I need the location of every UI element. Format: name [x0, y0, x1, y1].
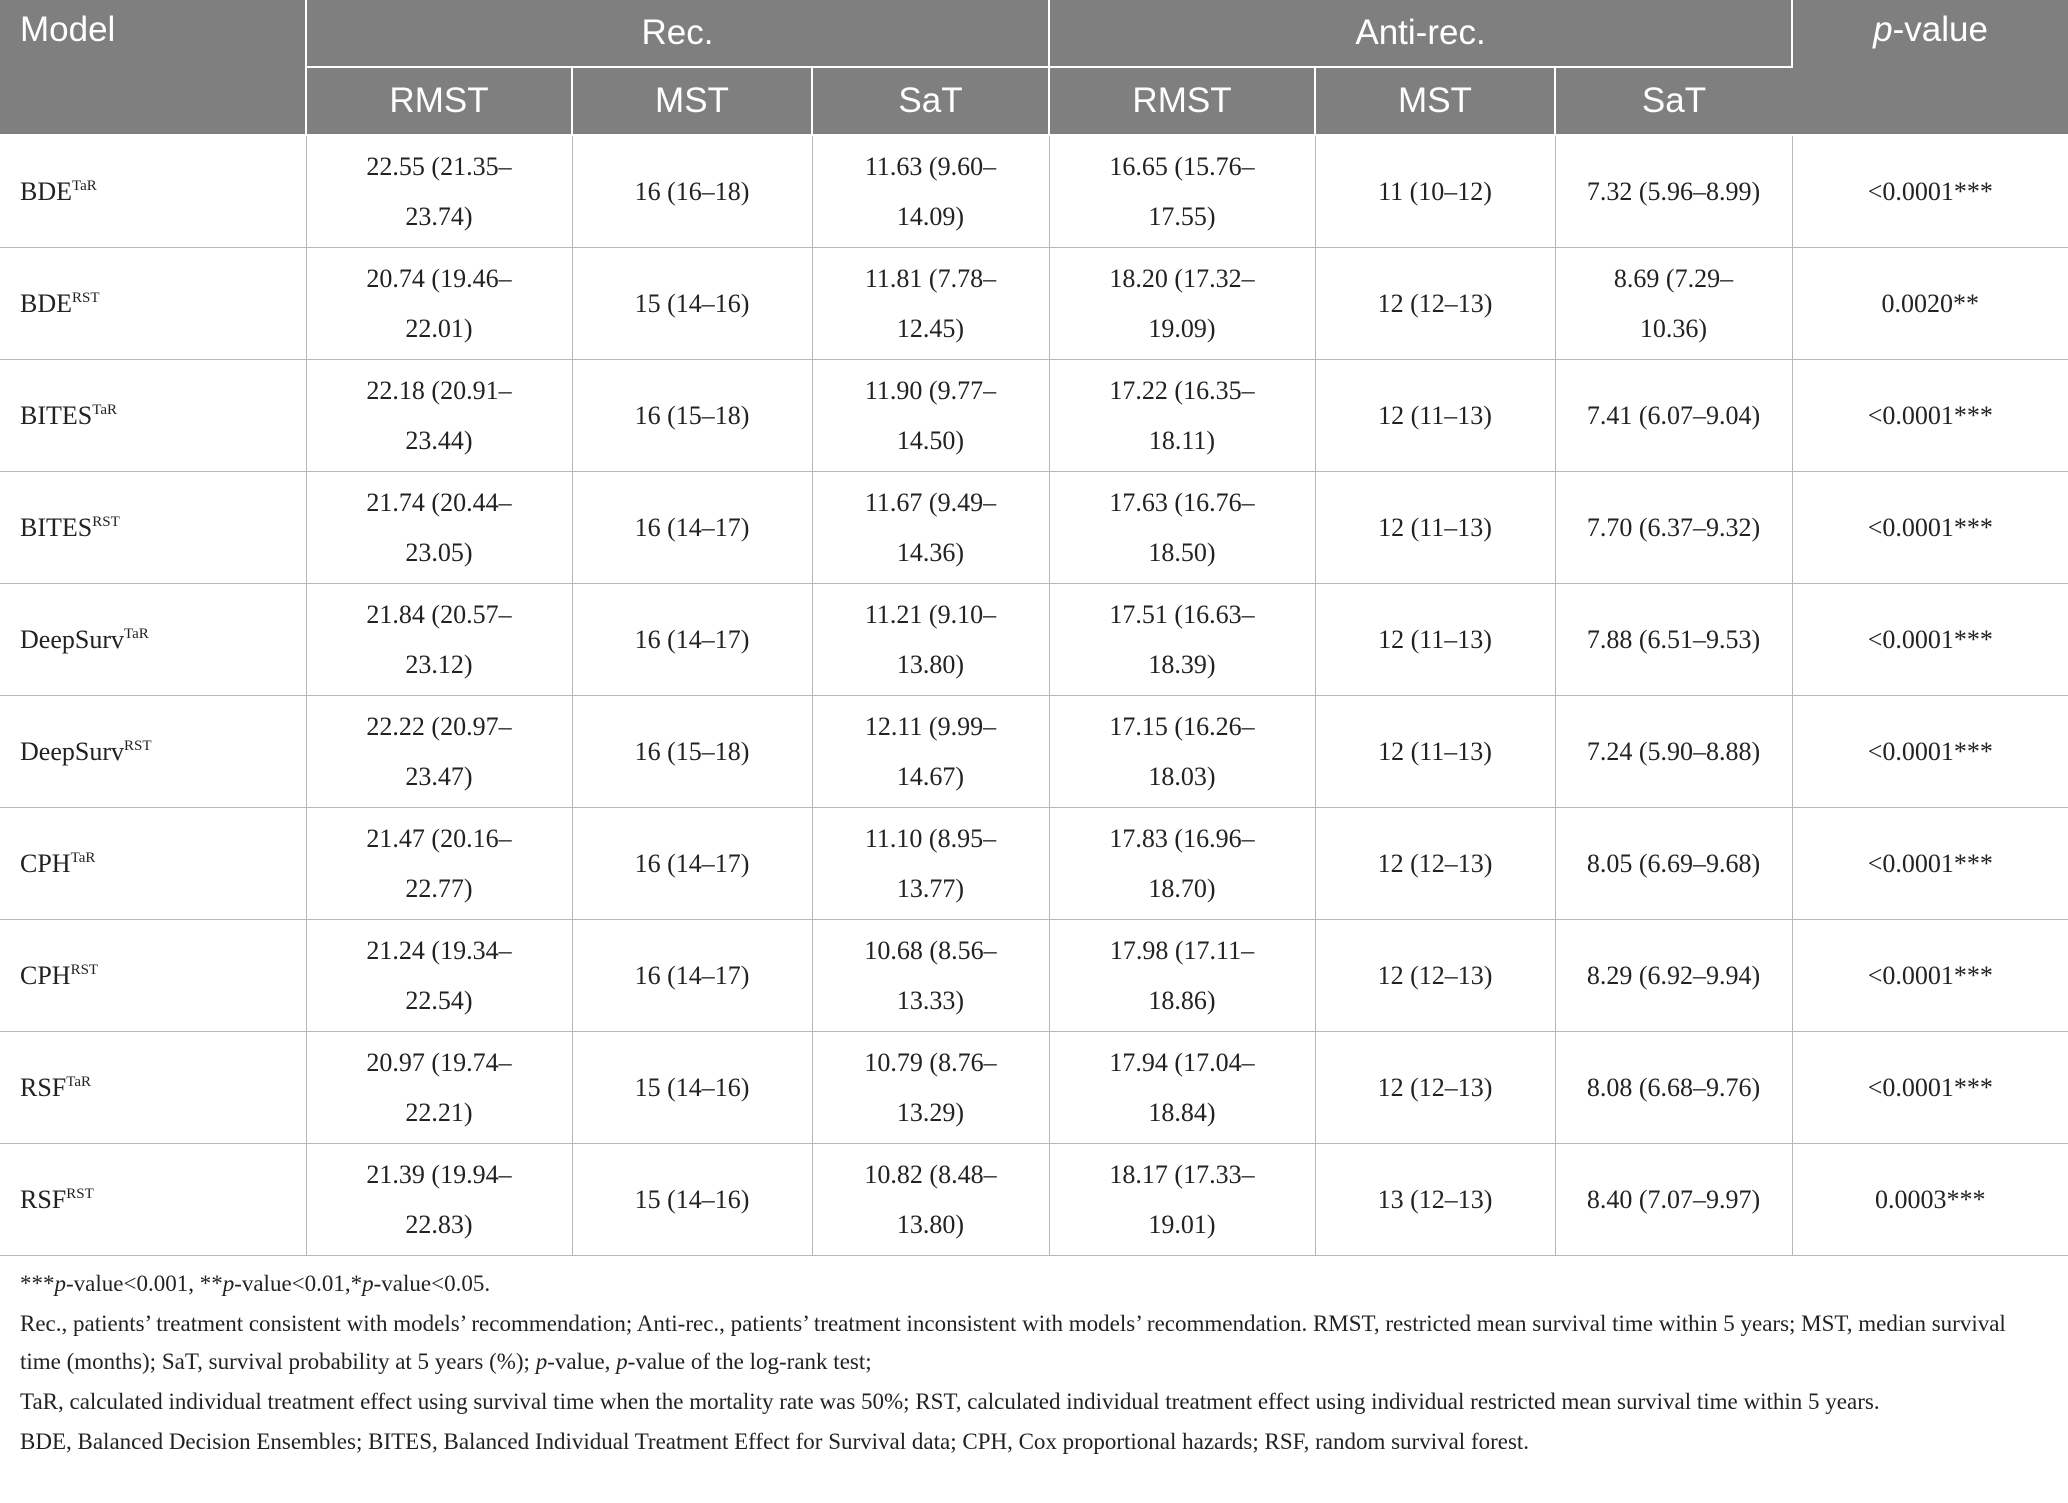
anti-rmst-cell: 17.22 (16.35– 18.11)	[1049, 360, 1315, 472]
header-anti-rmst: RMST	[1049, 67, 1315, 135]
anti-rmst-cell: 17.98 (17.11– 18.86)	[1049, 920, 1315, 1032]
anti-rmst-cell: 17.63 (16.76– 18.50)	[1049, 472, 1315, 584]
rec-mst-cell: 16 (14–17)	[572, 584, 812, 696]
model-cell: $BDE^{TaR}$	[0, 135, 306, 248]
footnote-significance: ***p-value<0.001, **p-value<0.01,*p-value<0.05.	[20, 1271, 491, 1296]
anti-sat-cell: 7.70 (6.37–9.32)	[1555, 472, 1792, 584]
pvalue-cell: 0.0003***	[1792, 1144, 2068, 1256]
anti-sat-cell: 8.05 (6.69–9.68)	[1555, 808, 1792, 920]
pvalue-cell: 0.0020**	[1792, 248, 2068, 360]
table-body	[0, 135, 2068, 1256]
rec-mst-cell: 15 (14–16)	[572, 1144, 812, 1256]
anti-mst-cell: 13 (12–13)	[1315, 1144, 1555, 1256]
pvalue-cell: <0.0001***	[1792, 472, 2068, 584]
rec-mst-cell: 16 (14–17)	[572, 920, 812, 1032]
anti-mst-cell: 11 (10–12)	[1315, 135, 1555, 248]
table-row	[0, 135, 2068, 248]
anti-mst-cell: 12 (12–13)	[1315, 920, 1555, 1032]
anti-sat-cell: 7.41 (6.07–9.04)	[1555, 360, 1792, 472]
header-rec-rmst: RMST	[306, 67, 572, 135]
pvalue-cell: <0.0001***	[1792, 696, 2068, 808]
rec-rmst-cell: 21.74 (20.44– 23.05)	[306, 472, 572, 584]
footnote-model-names: BDE, Balanced Decision Ensembles; BITES, Balanced Individual Treatment Effect for Survival data; CPH, Cox proportional hazards; RSF, random survival forest.	[20, 1429, 1530, 1454]
footnote-abbreviations: Rec., patients’ treatment consistent with models’ recommendation; Anti-rec., patients’ treatment inconsistent with models’ recommendation. RMST, restricted mean survival time within 5 years; MST, median survival time (months); SaT, survival probability at 5 years (%); p-value, p-value of the log-rank test;	[20, 1311, 2006, 1374]
pvalue-cell: <0.0001***	[1792, 808, 2068, 920]
rec-rmst-cell: 21.84 (20.57– 23.12)	[306, 584, 572, 696]
rec-rmst-cell: 21.39 (19.94– 22.83)	[306, 1144, 572, 1256]
model-cell: $CPH^{RST}$	[0, 920, 306, 1032]
header-rec-mst: MST	[572, 67, 812, 135]
table-row	[0, 1144, 2068, 1256]
rec-mst-cell: 16 (15–18)	[572, 360, 812, 472]
rec-mst-cell: 16 (14–17)	[572, 472, 812, 584]
anti-rmst-cell: 16.65 (15.76– 17.55)	[1049, 135, 1315, 248]
pvalue-cell: <0.0001***	[1792, 584, 2068, 696]
model-cell: $CPH^{TaR}$	[0, 808, 306, 920]
rec-sat-cell: 11.21 (9.10– 13.80)	[812, 584, 1049, 696]
rec-sat-cell: 11.63 (9.60– 14.09)	[812, 135, 1049, 248]
model-cell: DeepSurv$^{TaR}$	[0, 584, 306, 696]
header-pvalue: p-value	[1792, 0, 2068, 135]
model-cell: $RSF^{RST}$	[0, 1144, 306, 1256]
table-row	[0, 584, 2068, 696]
anti-rmst-cell: 17.51 (16.63– 18.39)	[1049, 584, 1315, 696]
rec-sat-cell: 12.11 (9.99– 14.67)	[812, 696, 1049, 808]
rec-mst-cell: 15 (14–16)	[572, 1032, 812, 1144]
model-cell: $BITES^{RST}$	[0, 472, 306, 584]
anti-sat-cell: 8.69 (7.29– 10.36)	[1555, 248, 1792, 360]
rec-rmst-cell: 21.24 (19.34– 22.54)	[306, 920, 572, 1032]
rec-rmst-cell: 22.55 (21.35– 23.74)	[306, 135, 572, 248]
rec-mst-cell: 16 (14–17)	[572, 808, 812, 920]
anti-mst-cell: 12 (11–13)	[1315, 360, 1555, 472]
rec-mst-cell: 16 (16–18)	[572, 135, 812, 248]
model-cell: $RSF^{TaR}$	[0, 1032, 306, 1144]
rec-sat-cell: 10.82 (8.48– 13.80)	[812, 1144, 1049, 1256]
anti-rmst-cell: 17.94 (17.04– 18.84)	[1049, 1032, 1315, 1144]
rec-rmst-cell: 22.22 (20.97– 23.47)	[306, 696, 572, 808]
anti-sat-cell: 7.32 (5.96–8.99)	[1555, 135, 1792, 248]
header-anti-mst: MST	[1315, 67, 1555, 135]
rec-rmst-cell: 20.97 (19.74– 22.21)	[306, 1032, 572, 1144]
table-row	[0, 360, 2068, 472]
header-model: Model	[0, 0, 306, 135]
anti-mst-cell: 12 (12–13)	[1315, 808, 1555, 920]
anti-rmst-cell: 17.15 (16.26– 18.03)	[1049, 696, 1315, 808]
anti-sat-cell: 8.29 (6.92–9.94)	[1555, 920, 1792, 1032]
rec-rmst-cell: 20.74 (19.46– 22.01)	[306, 248, 572, 360]
table-row	[0, 248, 2068, 360]
rec-sat-cell: 10.79 (8.76– 13.29)	[812, 1032, 1049, 1144]
rec-rmst-cell: 21.47 (20.16– 22.77)	[306, 808, 572, 920]
pvalue-cell: <0.0001***	[1792, 360, 2068, 472]
table-row	[0, 808, 2068, 920]
rec-sat-cell: 11.90 (9.77– 14.50)	[812, 360, 1049, 472]
anti-sat-cell: 7.88 (6.51–9.53)	[1555, 584, 1792, 696]
anti-mst-cell: 12 (11–13)	[1315, 696, 1555, 808]
table-row	[0, 472, 2068, 584]
header-rec: Rec.	[306, 0, 1049, 67]
rec-sat-cell: 11.67 (9.49– 14.36)	[812, 472, 1049, 584]
anti-mst-cell: 12 (11–13)	[1315, 472, 1555, 584]
anti-rmst-cell: 18.17 (17.33– 19.01)	[1049, 1144, 1315, 1256]
header-anti-rec: Anti-rec.	[1049, 0, 1792, 67]
rec-mst-cell: 15 (14–16)	[572, 248, 812, 360]
model-cell: $BDE^{RST}$	[0, 248, 306, 360]
anti-sat-cell: 7.24 (5.90–8.88)	[1555, 696, 1792, 808]
rec-mst-cell: 16 (15–18)	[572, 696, 812, 808]
table-row	[0, 1032, 2068, 1144]
table-row	[0, 696, 2068, 808]
anti-rmst-cell: 18.20 (17.32– 19.09)	[1049, 248, 1315, 360]
model-cell: DeepSurv$^{RST}$	[0, 696, 306, 808]
anti-mst-cell: 12 (11–13)	[1315, 584, 1555, 696]
footnote-tar-rst: TaR, calculated individual treatment effect using survival time when the mortality rate was 50%; RST, calculated individual treatment effect using individual restricted mean survival time within 5 years.	[20, 1389, 1880, 1414]
table-footnotes	[20, 1265, 2050, 1463]
anti-mst-cell: 12 (12–13)	[1315, 248, 1555, 360]
rec-rmst-cell: 22.18 (20.91– 23.44)	[306, 360, 572, 472]
table-row	[0, 920, 2068, 1032]
header-rec-sat: SaT	[812, 67, 1049, 135]
anti-mst-cell: 12 (12–13)	[1315, 1032, 1555, 1144]
model-cell: $BITES^{TaR}$	[0, 360, 306, 472]
anti-sat-cell: 8.40 (7.07–9.97)	[1555, 1144, 1792, 1256]
pvalue-cell: <0.0001***	[1792, 135, 2068, 248]
header-anti-sat: SaT	[1555, 67, 1792, 135]
rec-sat-cell: 10.68 (8.56– 13.33)	[812, 920, 1049, 1032]
anti-sat-cell: 8.08 (6.68–9.76)	[1555, 1032, 1792, 1144]
anti-rmst-cell: 17.83 (16.96– 18.70)	[1049, 808, 1315, 920]
pvalue-cell: <0.0001***	[1792, 920, 2068, 1032]
rec-sat-cell: 11.81 (7.78– 12.45)	[812, 248, 1049, 360]
pvalue-cell: <0.0001***	[1792, 1032, 2068, 1144]
rec-sat-cell: 11.10 (8.95– 13.77)	[812, 808, 1049, 920]
